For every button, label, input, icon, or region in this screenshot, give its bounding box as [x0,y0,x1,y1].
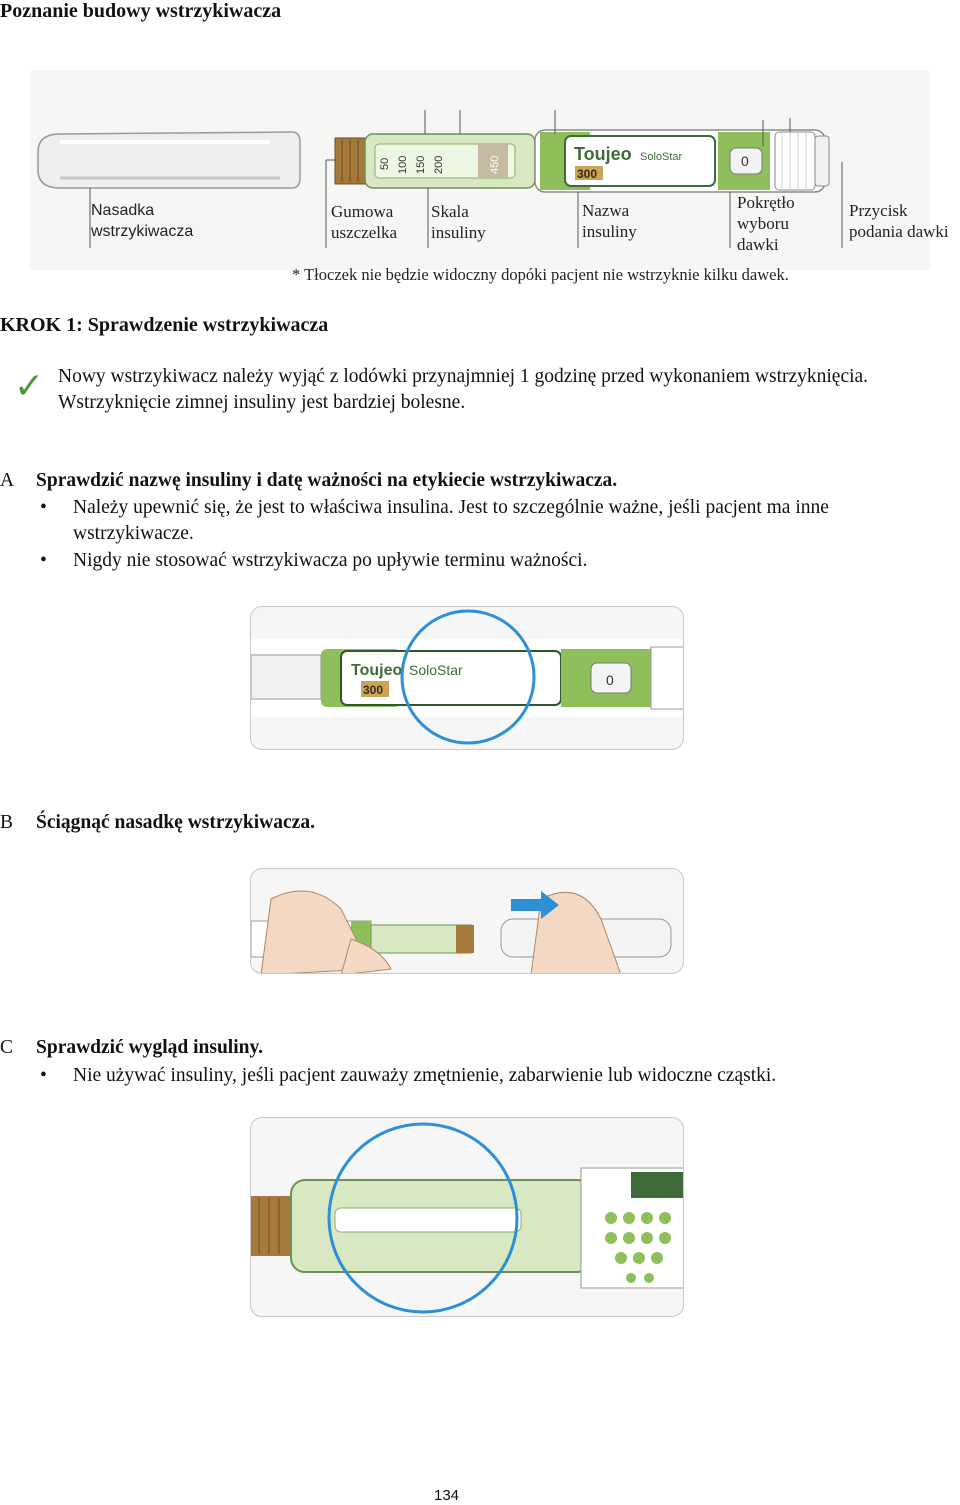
label-insulin-name: Nazwa insuliny [582,201,637,241]
stepB-heading: Ściągnąć nasadkę wstrzykiwacza. [36,812,315,833]
stepA-heading: Sprawdzić nazwę insuliny i datę ważności na etykiecie wstrzykiwacza. [36,470,618,491]
brand-subname: SoloStar [640,151,683,163]
label-rubber-seal: Gumowa uszczelka [331,202,398,242]
step1-heading: KROK 1: Sprawdzenie wstrzykiwacza [0,314,329,336]
label-injection-button: Przycisk podania dawki [849,201,949,241]
page-number: 134 [434,1487,460,1504]
brand-subname: SoloStar [409,662,463,678]
dose-dial-value: 0 [606,672,614,688]
stepA-bullet: • Należy upewnić się, że jest to właściwa insulina. Jest to szczególnie ważne, jeśli pacjent ma inne wstrzykiwacze. [40,497,829,544]
step1-note: Nowy wstrzykiwacz należy wyjąć z lodówki przynajmniej 1 godzinę przed wykonaniem wstrzyknięcia. Wstrzyknięcie zimnej insuliny jest bardziej bolesne. [58,366,869,413]
label-pen-cap: Nasadka wstrzykiwacza [91,202,194,240]
check-label-illustration [250,606,684,750]
brand-name: Toujeo [351,662,403,679]
dose-dial-value: 0 [741,153,749,169]
remove-cap-illustration [250,868,684,974]
strength-label: 300 [363,683,384,697]
label-dose-selector: Pokrętło wyboru dawki [737,193,795,254]
check-icon: ✓ [14,366,45,407]
page-title: Poznanie budowy wstrzykiwacza [0,0,282,22]
stepC-heading: Sprawdzić wygląd insuliny. [36,1037,264,1058]
stepC-letter: C [0,1037,14,1058]
label-insulin-scale: Skala insuliny [431,202,486,242]
stepA-letter: A [0,470,15,491]
scale-mark: 150 [415,155,427,174]
scale-mark: 200 [433,155,445,174]
scale-mark: 50 [379,157,391,170]
scale-mark: 450 [489,155,501,174]
diagram-footnote: * Tłoczek nie będzie widoczny dopóki pacjent nie wstrzyknie kilku dawek. [292,265,789,284]
stepA-bullet: • Nigdy nie stosować wstrzykiwacza po upływie terminu ważności. [40,550,588,571]
stepB-letter: B [0,812,14,833]
stepC-bullet: • Nie używać insuliny, jeśli pacjent zauważy zmętnienie, zabarwienie lub widoczne cząstki. [40,1065,777,1086]
pen-cap-illustration [38,132,300,188]
inspect-insulin-illustration [250,1117,684,1317]
scale-mark: 100 [397,155,409,174]
brand-name: Toujeo [574,144,632,164]
strength-label: 300 [577,167,598,181]
